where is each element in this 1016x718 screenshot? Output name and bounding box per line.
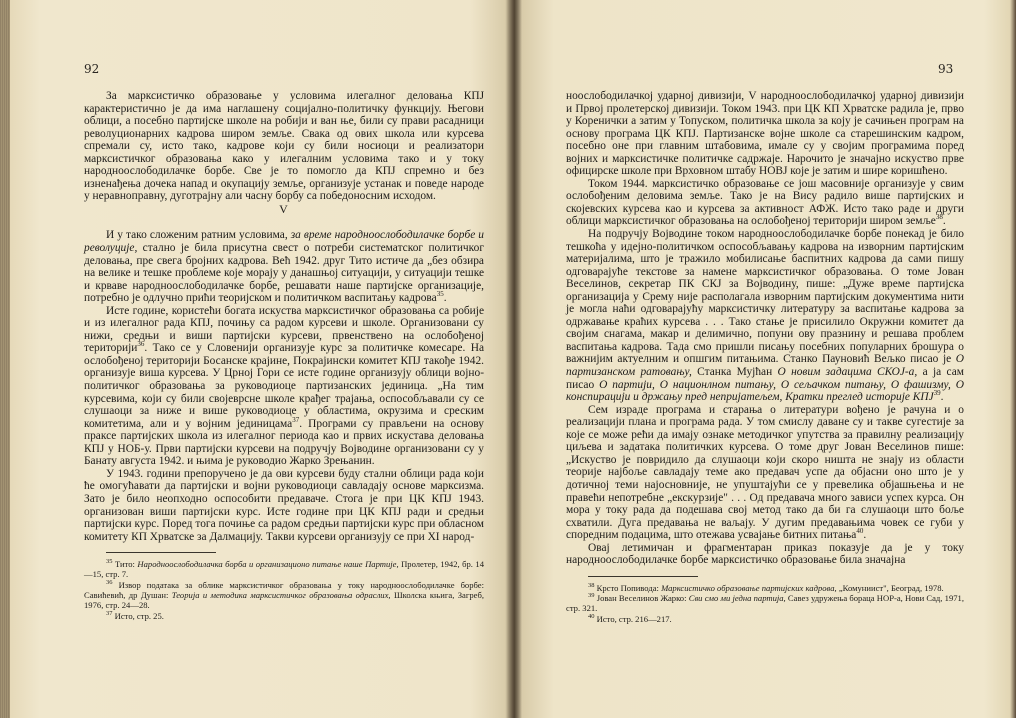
left-page-number: 92 (84, 62, 100, 76)
left-p2-text-b: стално је била присутна свест о потреби систематског политичког деловања, пре свега бројних кадрова. Већ 1942. друг Тито истиче да „без обзира на велике и тешке проблеме које морају у данашњој ситуацији, у ситуацији тешке и крваве народноослободилачке борбе, решавати наше партијске организације, потребно је одлучно прићи теоријском и политичком васпитању кадрова (84, 242, 484, 305)
right-paragraph-3 (566, 228, 964, 404)
page-edges (0, 0, 10, 718)
footnote-text: Школска књига, Загреб, 1976, стр. 24—28. (84, 590, 484, 611)
footnote-title: Сви смо ми једна партија, (688, 593, 786, 604)
footnote-ref-38: 38 (935, 213, 943, 222)
footnote-text: Исто, стр. 25. (114, 610, 164, 621)
left-paragraph-3 (84, 305, 484, 468)
footnote-35 (84, 559, 484, 580)
left-p2-text-a: И у тако сложеним ратним условима, (106, 229, 291, 242)
right-p3-end: . (940, 391, 944, 404)
footnote-number: 38 (588, 581, 595, 589)
right-p3-text-c: а ја сам писао (566, 366, 964, 391)
right-text-column (566, 90, 964, 624)
footnote-text: Тито: (114, 559, 138, 570)
footnote-title: Марксистичко образовање партијских кадрова, (661, 582, 837, 593)
right-p3-text-b: Станка Мујћан (691, 366, 778, 379)
footnote-37 (84, 611, 484, 621)
right-p4-text: Сем израде програма и старања о литератури вођено је рачуна и о реализацији плана и програма рада. У том смислу даване су и такве сугестије за које се може рећи да имају ознаке методичког упутства за правилну реализацију циљева и задатака политичких курсева. О томе друг Јован Веселинов пише: „Искуство је повридило да слушаоци који скоро ништа не знају из области теорије најбоље савладају теме ако предавач успе да објасни оно што је у дотичној теми најосновније, не упуштајући се у превелика објашњења и не правећи непотребне „екскурзије" . . . Од предавача много зависи успех курса. Он мора у току рада да подешава свој метод тако да би га слушаоци што боље схватили. Дуга предавања не ваљају. У дугим предавањима човек се губи у споредним подацима, што отежава усвајање битних питања (566, 403, 964, 542)
footnote-number: 35 (106, 558, 113, 566)
footnote-ref-35: 35 (436, 290, 444, 299)
footnote-ref-36: 36 (137, 340, 145, 349)
book-gutter (506, 0, 522, 718)
left-paragraph-4: У 1943. години препоручено је да ови курсеви буду стални облици рада који ће омогућавати да партијски и војни руководиоци савладају основе марксизма. Зато је било неопходно оспособити предаваче. Стога је при ЦК КПЈ 1943. организован виши партијски курс. Исте године при ЦК КПЈ ради и средњи партијски курс. Поред тога почиње са радом средњи партијски курс при обласном комитету КП Хрватске за Далмацију. Такви курсеви организују се при XI народ- (84, 467, 484, 543)
right-p3-italic-1: О партизанском ратовању, (566, 353, 964, 379)
left-text-column (84, 90, 484, 621)
left-p3-text-c: . Програми су прављени на основу праксе партијских школа из илегалног периода као и првих искустава деловања КПЈ у НОБ-у. Први партијски курсеви на подручју Војводине организовани су у Банату августа 1942. и њима је руководио Жарко Зрењанин. (84, 417, 484, 468)
left-paragraph-1: За марксистичко образовање у условима илегалног деловања КПЈ карактеристично је да има наглашену социјално-политичку функцију. Његови облици, а посебно партијске школе на робији и ван ње, били су прави расадници револуционарних кадрова широм земље. Свака од ових школа или курсева спремали су, исто тако, кадрове који су били носиоци и реализатори марксистичког образовања како у илегалним условима тако и у току народноослободилачке борбе. Све је то помогло да КПЈ спремно и без изненађења дочека напад и окупацију земље, организује устанак и поведе народе у неравноправну, дуготрајну али часну борбу са победоносним исходом. (84, 90, 484, 203)
right-paragraph-5: Овај летимичан и фрагментаран приказ показује да је у току народноослободилачке борбе марксистичко образовање била значајна (566, 541, 964, 567)
footnote-title: Народноослободилачка борба и организационо питање наше Партије, (137, 559, 399, 570)
footnote-ref-37: 37 (292, 415, 300, 424)
left-p2-end: . (443, 292, 447, 305)
footnote-text: Исто, стр. 216—217. (596, 613, 672, 624)
footnote-39 (566, 593, 964, 614)
left-p3-text-a: Исте године, користећи богата искуства марксистичког образовања са робије и из илегалног рада КПЈ, почињу са радом курсеви и школе. Организовани су нижи, средњи и виши партијски курсеви, првенствено на ослобођеној територији (84, 304, 484, 355)
footnote-number: 39 (588, 592, 595, 600)
footnote-ref-40: 40 (856, 527, 864, 536)
footnote-text: Крсто Попивода: (596, 582, 662, 593)
right-p3-italic-3: О партији, О национлном питању, О сељачком питању, О фашизму, О конспирацији и држању пред непријатељем, Кратки преглед историје КПЈ (566, 378, 964, 404)
footnote-text: „Комуниист", Београд, 1978. (836, 582, 944, 593)
right-page-number: 93 (938, 62, 954, 76)
footnote-36 (84, 580, 484, 611)
footnote-ref-39: 39 (933, 389, 941, 398)
right-p2-text: Током 1944. марксистичко образовање се још масовније организује у свим ослобођеним деловима земље. Тако је на Вису радило више партијских и скојевских курсева као и курсева за активност АФЖ. Исто тако раде и други облици марксистичког образовања на ослобођеној територији широм земље (566, 177, 964, 228)
footnote-title: Теорија и методика марксистичког образовања одраслих, (171, 590, 391, 601)
footnote-rule (588, 576, 698, 577)
footnote-38 (566, 583, 964, 593)
footnote-40 (566, 614, 964, 624)
footnote-number: 36 (106, 578, 113, 586)
section-heading: V (279, 201, 289, 216)
right-paragraph-1: ноослободилачкој ударној дивизији, V народноослободилачкој ударној дивизији и Првој пролетерској дивизији. Током 1943. при ЦК КП Хрватске радила је, прво у Коренички а затим у Топуском, политичка школа за коју је сачињен програм на основу програма ЦК КПЈ. Партизанске војне школе са старешинским кадром, посебно оне при главним штабовима, имале су у својим програмима поред војних и марксистичке политичке садржаје. Нарочито је значајно искуство прве официрске школе при Врховном штабу НОВЈ које је затим и шире коришћено. (566, 90, 964, 178)
left-p2-italic: за време народноослободилачке борбе и револуције, (84, 229, 484, 255)
footnote-number: 40 (588, 612, 595, 620)
footnote-rule (106, 552, 216, 553)
left-p3-text-b: . Тако се у Словенији организује курс за политичке комесаре. На ослобођеној територији Босанске крајине, Покрајински комитет КПЈ такође 1942. организује виша курсева. У Црној Гори се исте године организују облици војно-политичког образовања за руководиоце партизанских јединица. „На тим курсевима, који су били својеврсне школе крађег трајања, оспособљавали су се слушаоци за ниже и више руководиоце у областима, окрузима и среским комитетима, али и у војним јединицама (84, 342, 484, 430)
left-paragraph-2 (84, 229, 484, 304)
right-p2-end: . (942, 215, 946, 228)
footnote-number: 37 (106, 609, 113, 617)
footnote-text: Извор података за облике марксистичког образовања у току народноослободилачке борбе: Савићевић, др Душан: (84, 579, 484, 601)
right-paragraph-2 (566, 178, 964, 228)
footnote-text: Јован Веселинов Жарко: (596, 593, 689, 604)
footnote-text: Савез удружења бораца НОР-а, Нови Сад, 1971, стр. 321. (566, 593, 964, 614)
footnote-text: Пролетер, 1942, бр. 14—15, стр. 7. (84, 559, 484, 580)
right-p4-end: . (863, 529, 867, 542)
right-p3-italic-2: О новим задацима СКОЈ-а, (777, 366, 918, 379)
right-p3-text-a: На подручју Војводине током народноослободилачке борбе понекад је било тешкоћа у идејно-политичком оспособљавању кадрова на изворним партијским материјалима, што је тражило мобилисање баспитних кадрова да сами пишу одговарајуће текстове за намене марксистичког образовања. О томе Јован Веселинов, секретар ПК СКЈ за Војводину, пише: „Дуже време партијска организација у Срему није располагала изворним партијским документима нити је могла наћи одговарајућу марксистичку литературу за васпитање кадрова за одржавање краћих курсева . . . Тако стање је присилило Окружни комитет да својим снагама, макар и делимично, попуни ову празнину и решава проблем васпитања кадрова. Тада смо пришли писању посебних популарних брошура о важнијим актуелним и опшгим питањима. Станко Пауновић Вељко писао је (566, 228, 964, 366)
right-paragraph-4 (566, 404, 964, 542)
